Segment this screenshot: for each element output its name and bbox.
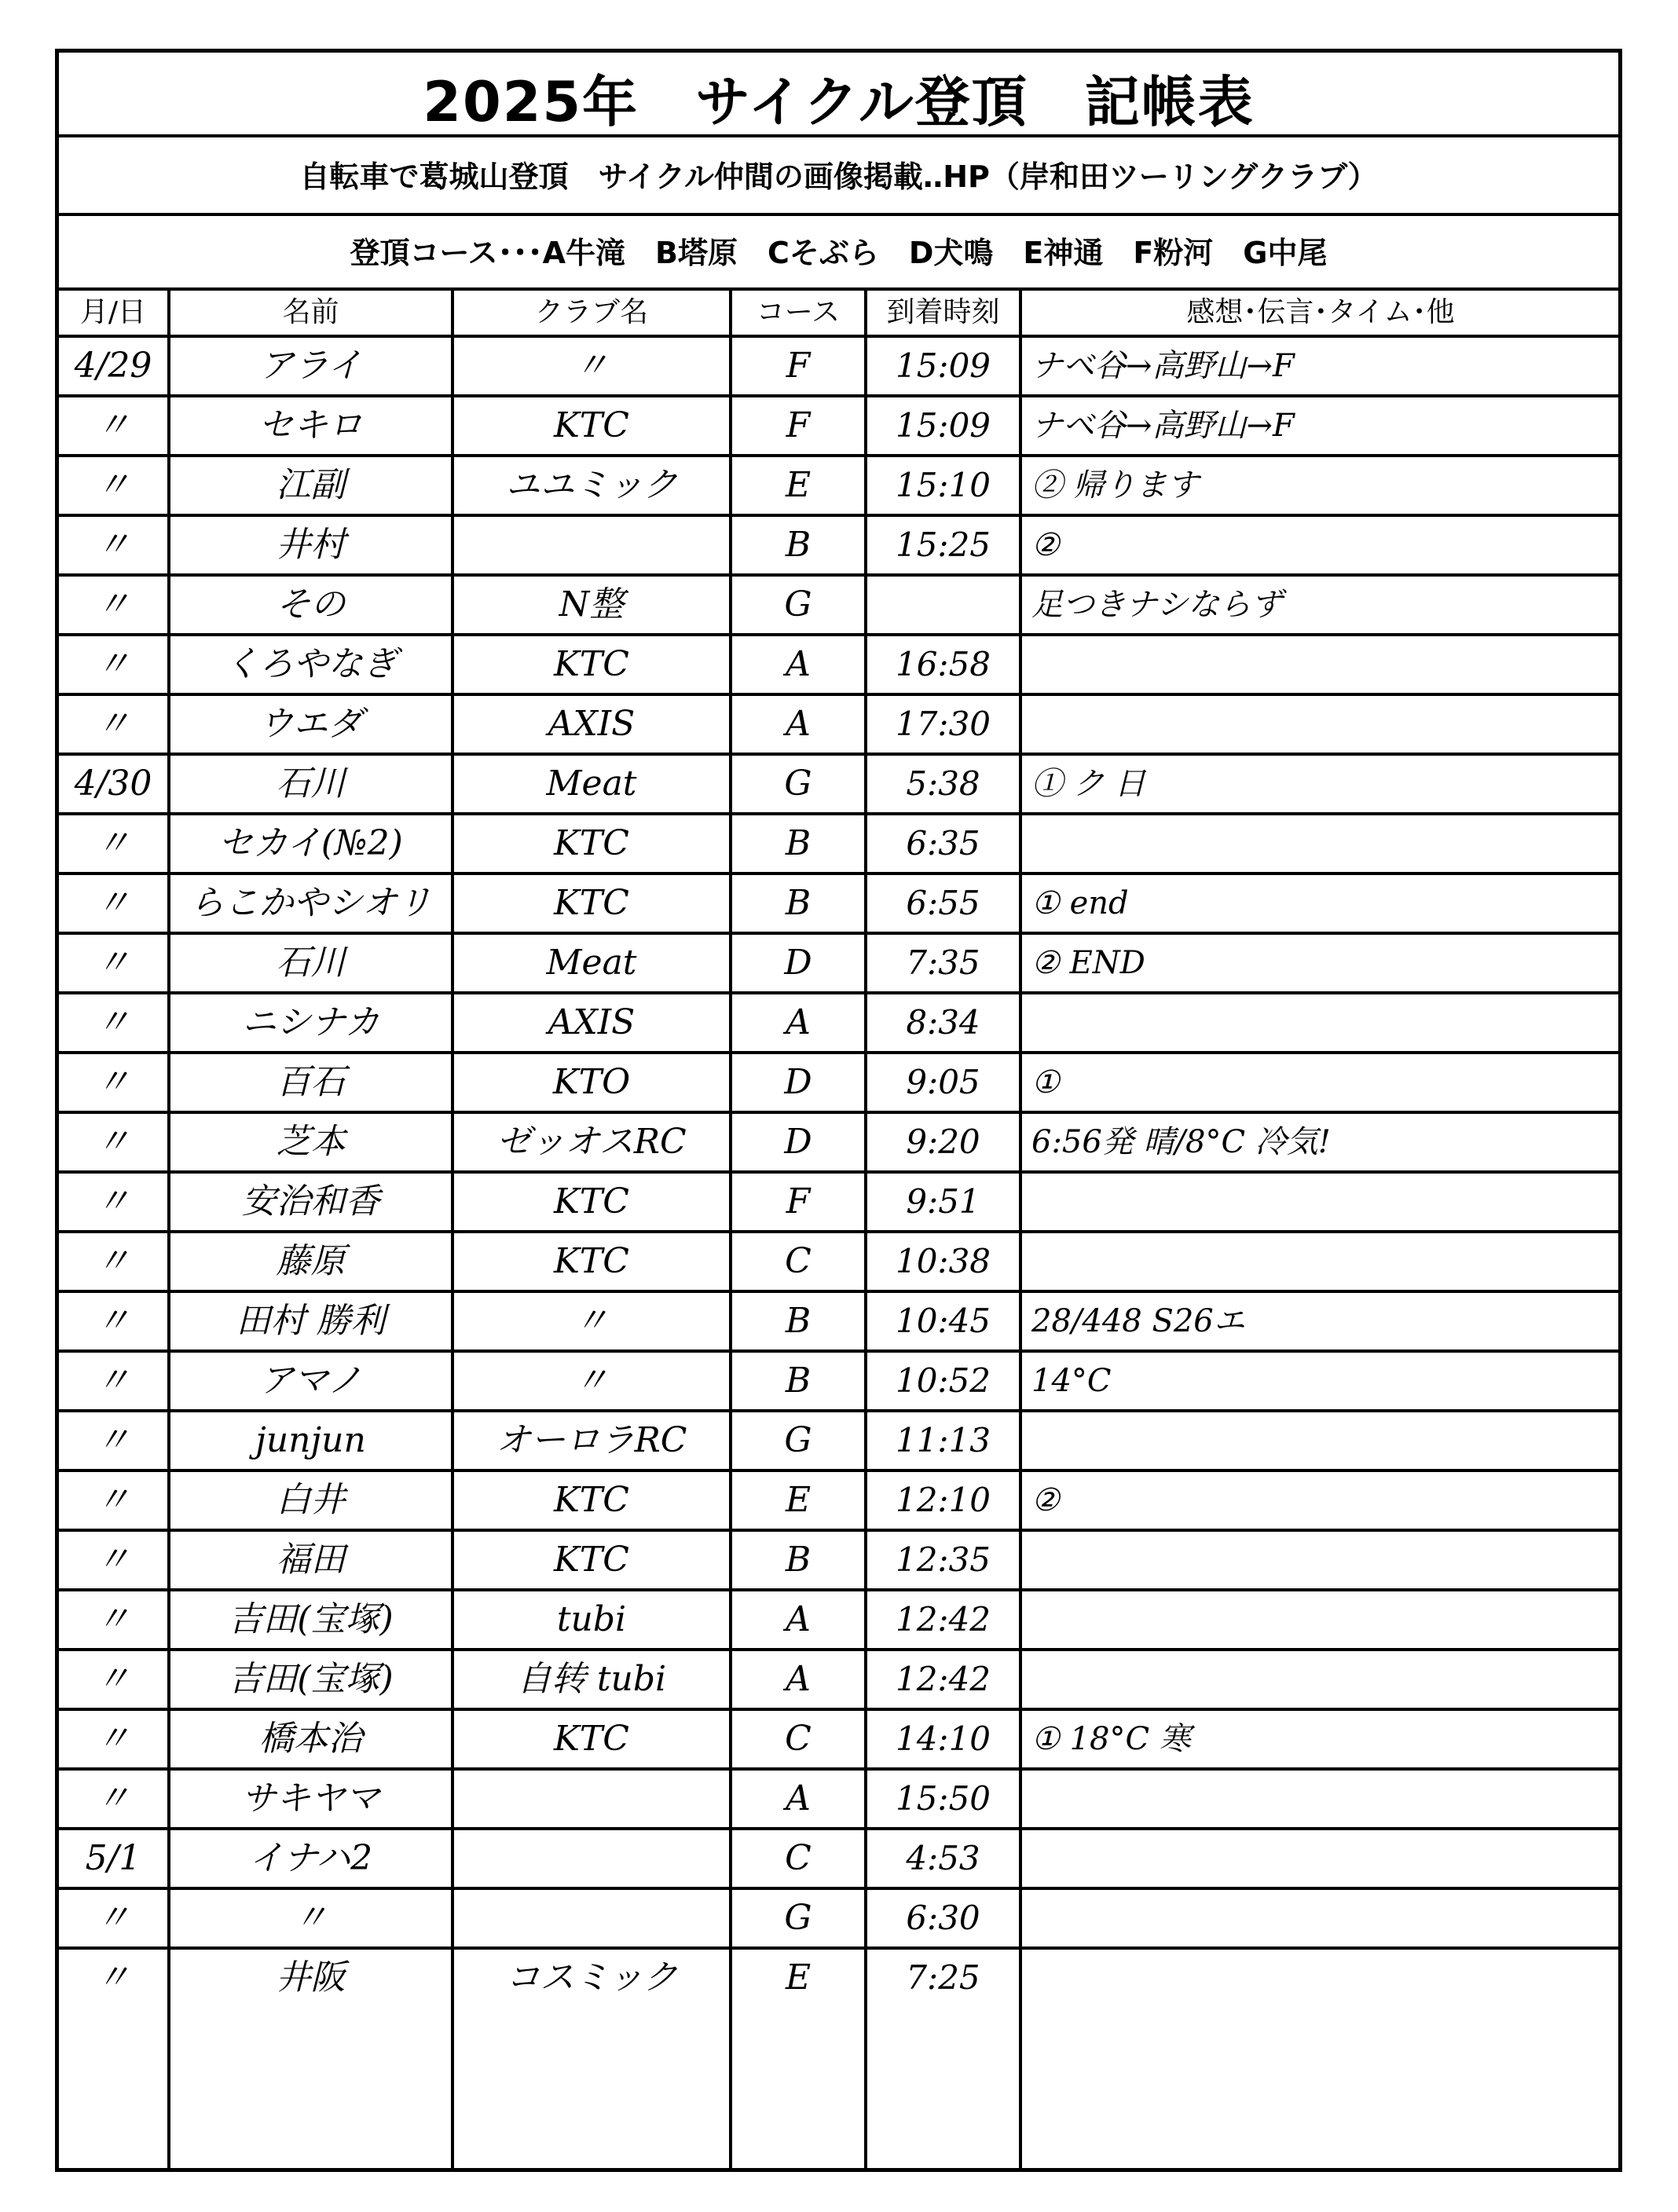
- table-row: [59, 1711, 1618, 1767]
- row-date: 〃: [96, 1480, 130, 1520]
- column-header-course: コース: [756, 296, 841, 328]
- row-course: B: [785, 1361, 812, 1401]
- table-row: [59, 1890, 1618, 1946]
- row-date: 〃: [96, 1659, 130, 1699]
- row-time: 9:51: [906, 1182, 980, 1221]
- row-club: KTO: [552, 1062, 631, 1102]
- row-time: 6:35: [906, 824, 980, 862]
- column-header-time: 到着時刻: [886, 296, 1000, 328]
- row-date: 〃: [96, 584, 130, 624]
- row-course: G: [784, 1420, 812, 1460]
- row-note: ②: [1031, 527, 1060, 563]
- row-course: E: [785, 1957, 812, 1998]
- row-club: オーロラRC: [496, 1420, 687, 1460]
- row-name: セカイ(№2): [218, 823, 403, 863]
- row-club: [454, 1890, 729, 1946]
- row-name: 安治和香: [241, 1181, 380, 1221]
- row-course: G: [784, 1898, 812, 1938]
- row-club: KTC: [554, 1480, 629, 1520]
- table-row: [59, 1054, 1618, 1111]
- row-club: KTC: [554, 644, 629, 684]
- table-row: [59, 1114, 1618, 1170]
- table-row: [59, 1651, 1618, 1708]
- row-name: その: [276, 584, 346, 624]
- table-row: [59, 1472, 1618, 1529]
- table-row: [59, 1174, 1618, 1230]
- row-date: 〃: [96, 405, 130, 445]
- row-name: 田村 勝利: [236, 1301, 386, 1341]
- table-row: [59, 696, 1618, 753]
- row-date: 〃: [96, 1062, 130, 1102]
- row-course: C: [785, 1241, 812, 1281]
- row-time: 9:05: [906, 1063, 980, 1101]
- row-date: 〃: [96, 1002, 130, 1042]
- table-row: [59, 338, 1618, 394]
- row-time: 10:38: [895, 1242, 991, 1280]
- row-time: 5:38: [906, 764, 980, 803]
- row-note: [1022, 815, 1619, 872]
- row-course: G: [784, 764, 812, 804]
- row-note: ② END: [1031, 945, 1145, 981]
- row-course: B: [785, 1301, 812, 1341]
- row-name: 福田: [276, 1540, 346, 1580]
- row-course: E: [785, 465, 812, 505]
- row-note: ① ク 日: [1031, 766, 1146, 802]
- row-time: 6:55: [906, 884, 980, 922]
- row-course: B: [785, 823, 812, 863]
- row-note: ナベ谷→高野山→F: [1031, 408, 1295, 444]
- row-note: ナベ谷→高野山→F: [1031, 348, 1295, 384]
- row-date: 〃: [96, 1957, 130, 1998]
- row-note: [1022, 1771, 1619, 1827]
- row-time: 15:50: [895, 1779, 991, 1818]
- row-date: 〃: [96, 943, 130, 983]
- row-name: 石川: [276, 943, 346, 983]
- row-time: 15:09: [895, 346, 991, 385]
- row-time: 17:30: [895, 705, 991, 743]
- row-name: 石川: [276, 764, 346, 804]
- row-time: 16:58: [895, 645, 991, 683]
- row-club: 自转 tubi: [516, 1659, 667, 1699]
- row-name: 橋本治: [258, 1719, 363, 1759]
- table-row: [59, 457, 1618, 514]
- row-club: N整: [559, 584, 625, 624]
- row-date: 〃: [96, 1898, 130, 1938]
- row-club: Meat: [546, 943, 637, 983]
- table-row: [59, 1950, 1618, 2006]
- row-note: 6:56発 晴/8°C 冷気!: [1031, 1124, 1331, 1160]
- table-row: [59, 1771, 1618, 1827]
- row-course: F: [786, 1181, 811, 1221]
- row-time: 4:53: [906, 1839, 980, 1877]
- row-note: [1022, 1830, 1619, 1887]
- row-course: F: [786, 405, 811, 445]
- row-date: 〃: [96, 1719, 130, 1759]
- row-name: 吉田(宝塚): [228, 1659, 394, 1699]
- table-row: [59, 577, 1618, 633]
- row-date: 5/1: [85, 1838, 141, 1878]
- row-note: 足つきナシならず: [1031, 587, 1283, 623]
- row-course: A: [786, 704, 811, 744]
- row-course: F: [786, 346, 811, 386]
- row-time: 15:10: [895, 466, 991, 504]
- row-course: A: [786, 644, 811, 684]
- row-note: [1022, 1233, 1619, 1290]
- row-course: D: [784, 1122, 812, 1162]
- row-name: junjun: [255, 1420, 366, 1460]
- row-course: D: [784, 943, 812, 983]
- row-club: [454, 1771, 729, 1827]
- row-time: 12:35: [895, 1540, 991, 1579]
- row-name: 白井: [276, 1480, 346, 1520]
- row-note: [1022, 1950, 1619, 2006]
- row-course: A: [786, 1659, 811, 1699]
- row-time: 10:52: [895, 1361, 991, 1400]
- table-row: [59, 756, 1618, 812]
- table-row: [59, 1591, 1618, 1648]
- row-note: [1022, 1651, 1619, 1708]
- row-date: 〃: [96, 1599, 130, 1639]
- row-course: C: [785, 1838, 812, 1878]
- column-header-date: 月/日: [79, 296, 147, 328]
- row-club: KTC: [554, 405, 629, 445]
- row-date: 〃: [96, 883, 130, 923]
- row-name: セキロ: [258, 405, 363, 445]
- row-note: 28/448 S26エ: [1031, 1303, 1245, 1339]
- row-name: 藤原: [276, 1241, 346, 1281]
- row-name: 江副: [276, 465, 346, 505]
- row-name: イナハ2: [248, 1838, 373, 1878]
- row-course: A: [786, 1002, 811, 1042]
- row-club: KTC: [554, 883, 629, 923]
- row-time: 15:25: [895, 526, 991, 564]
- table-row: [59, 636, 1618, 693]
- row-club: ユユミック: [505, 465, 678, 505]
- row-club: 〃: [574, 346, 609, 386]
- row-name: アマノ: [259, 1361, 362, 1401]
- row-time: 8:34: [906, 1003, 980, 1042]
- table-row: [59, 994, 1618, 1051]
- row-club: AXIS: [548, 704, 636, 744]
- table-row: [59, 1412, 1618, 1469]
- row-date: 〃: [96, 1361, 130, 1401]
- table-row: [59, 397, 1618, 454]
- row-club: tubi: [556, 1599, 627, 1639]
- row-note: ①: [1031, 1064, 1060, 1101]
- row-date: 〃: [96, 823, 130, 863]
- row-time: [867, 577, 1019, 633]
- row-club: [454, 517, 729, 573]
- row-club: Meat: [546, 764, 637, 804]
- row-club: KTC: [554, 1719, 629, 1759]
- row-course: B: [785, 1540, 812, 1580]
- row-note: [1022, 636, 1619, 693]
- row-time: 12:42: [895, 1660, 991, 1698]
- row-club: [454, 1830, 729, 1887]
- column-header-club: クラブ名: [534, 296, 648, 328]
- row-note: ②: [1031, 1482, 1060, 1518]
- page-title: 2025年 サイクル登頂 記帳表: [423, 70, 1255, 134]
- column-header-name: 名前: [282, 296, 339, 328]
- row-course: C: [785, 1719, 812, 1759]
- row-name: ニシナカ: [241, 1002, 380, 1042]
- row-date: 〃: [96, 525, 130, 565]
- row-name: 百石: [276, 1062, 346, 1102]
- row-name: 芝本: [276, 1122, 346, 1162]
- row-club: KTC: [554, 823, 629, 863]
- table-row: [59, 517, 1618, 573]
- row-time: 12:10: [895, 1481, 991, 1519]
- row-date: 〃: [96, 1301, 130, 1341]
- row-time: 12:42: [895, 1600, 991, 1639]
- row-note: [1022, 1532, 1619, 1588]
- row-time: 7:25: [906, 1958, 980, 1997]
- course-legend: 登頂コース･･･A牛滝 B塔原 Cそぶら D犬鳴 E神通 F粉河 G中尾: [350, 236, 1328, 270]
- table-row: [59, 1830, 1618, 1887]
- row-date: 4/29: [74, 346, 152, 386]
- row-club: KTC: [554, 1241, 629, 1281]
- row-course: A: [786, 1599, 811, 1639]
- row-course: E: [785, 1480, 812, 1520]
- row-time: 10:45: [895, 1302, 991, 1340]
- row-date: 〃: [96, 1540, 130, 1580]
- row-club: ゼッオスRC: [496, 1122, 687, 1162]
- row-note: ② 帰ります: [1031, 467, 1199, 504]
- row-note: 14°C: [1031, 1363, 1112, 1399]
- row-course: D: [784, 1062, 812, 1102]
- row-time: 6:30: [906, 1899, 980, 1937]
- row-course: A: [786, 1778, 811, 1818]
- row-date: 〃: [96, 644, 130, 684]
- row-date: 〃: [96, 704, 130, 744]
- row-name: らこかやシオリ: [189, 883, 432, 923]
- row-club: KTC: [554, 1181, 629, 1221]
- row-time: 7:35: [906, 943, 980, 982]
- row-club: 〃: [574, 1361, 609, 1401]
- row-note: [1022, 1174, 1619, 1230]
- table-row: [59, 875, 1618, 932]
- row-time: 9:20: [906, 1122, 980, 1161]
- row-course: B: [785, 883, 812, 923]
- row-note: [1022, 1890, 1619, 1946]
- row-note: [1022, 994, 1619, 1051]
- row-name: くろやなぎ: [224, 644, 398, 684]
- subtitle: 自転車で葛城山登頂 サイクル仲間の画像掲載‥HP（岸和田ツーリングクラブ）: [299, 159, 1378, 194]
- table-row: [59, 815, 1618, 872]
- row-note: [1022, 1591, 1619, 1648]
- row-date: 〃: [96, 1241, 130, 1281]
- table-row: [59, 1233, 1618, 1290]
- row-note: [1022, 1412, 1619, 1469]
- row-note: ① 18°C 寒: [1031, 1721, 1191, 1757]
- row-name: 井阪: [276, 1957, 346, 1998]
- row-note: ① end: [1031, 885, 1129, 921]
- row-club: 〃: [574, 1301, 609, 1341]
- row-club: コスミック: [505, 1957, 678, 1998]
- row-name: サキヤマ: [241, 1778, 380, 1818]
- row-course: G: [784, 584, 812, 624]
- row-name: 吉田(宝塚): [228, 1599, 394, 1639]
- row-date: 〃: [96, 1181, 130, 1221]
- row-club: KTC: [554, 1540, 629, 1580]
- table-row: [59, 1293, 1618, 1350]
- row-name: ウエダ: [258, 704, 363, 744]
- column-header-note: 感想･伝言･タイム･他: [1186, 296, 1455, 328]
- row-date: 〃: [96, 1420, 130, 1460]
- row-date: 4/30: [74, 764, 152, 804]
- row-time: 15:09: [895, 406, 991, 445]
- row-name: 井村: [276, 525, 346, 565]
- row-name: 〃: [293, 1898, 328, 1938]
- row-name: アライ: [259, 346, 362, 386]
- logbook-sheet: [55, 49, 1622, 2172]
- row-date: 〃: [96, 465, 130, 505]
- row-course: B: [785, 525, 812, 565]
- row-date: 〃: [96, 1122, 130, 1162]
- row-time: 11:13: [895, 1421, 991, 1459]
- row-time: 14:10: [895, 1719, 991, 1758]
- row-date: 〃: [96, 1778, 130, 1818]
- table-row: [59, 1353, 1618, 1409]
- row-note: [1022, 696, 1619, 753]
- row-club: AXIS: [548, 1002, 636, 1042]
- table-row: [59, 1532, 1618, 1588]
- table-row: [59, 935, 1618, 991]
